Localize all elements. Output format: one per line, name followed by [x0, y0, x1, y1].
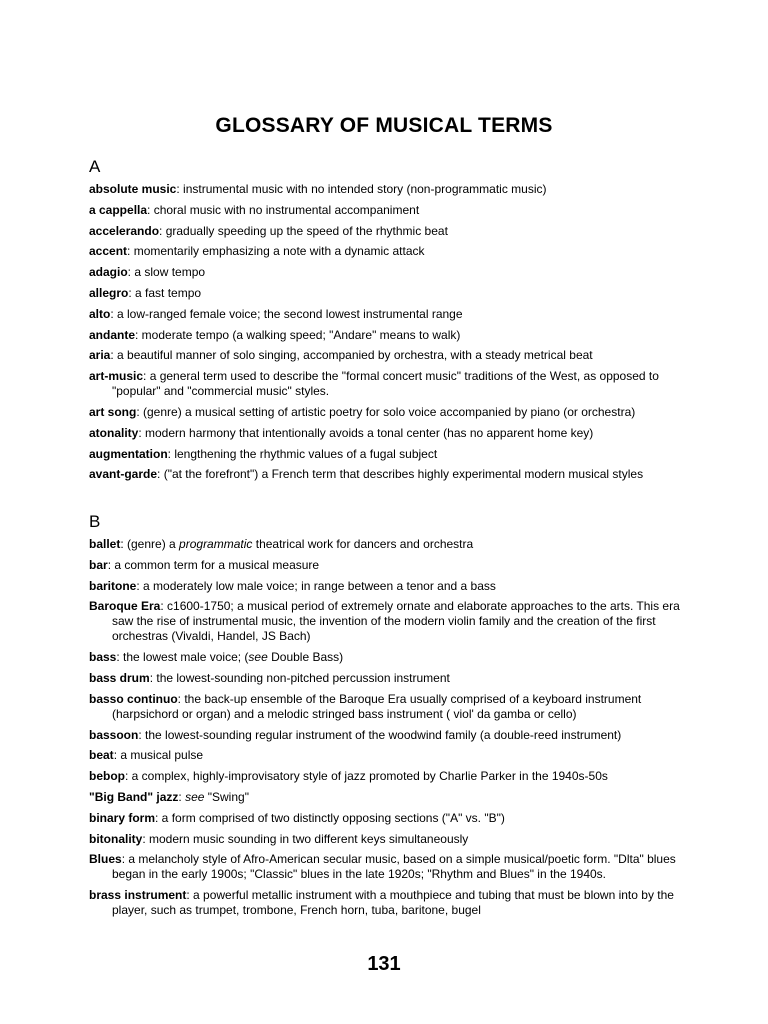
glossary-entry	[89, 790, 689, 805]
glossary-definition: : a slow tempo	[127, 265, 206, 280]
glossary-term: bass drum	[89, 670, 150, 685]
glossary-term: allegro	[89, 285, 129, 300]
glossary-term: bassoon	[89, 727, 139, 742]
definition-text: theatrical work for dancers and orchestra	[252, 537, 474, 551]
glossary-entry	[89, 579, 689, 594]
glossary-term: art-music	[89, 369, 144, 384]
glossary-definition	[120, 537, 473, 551]
glossary-term: accent	[89, 244, 128, 259]
glossary-term: avant-garde	[89, 467, 158, 482]
glossary-entry	[89, 692, 689, 722]
glossary-term: aria	[89, 348, 111, 363]
glossary-definition: : a beautiful manner of solo singing, accompanied by orchestra, with a steady metrical beat	[110, 348, 593, 363]
glossary-entry	[89, 328, 689, 343]
glossary-term: "Big Band" jazz	[89, 789, 179, 804]
glossary-entry	[89, 769, 689, 784]
definition-text: Double Bass)	[267, 650, 344, 665]
glossary-entry	[89, 467, 689, 482]
definition-italic-text: see	[248, 650, 268, 665]
glossary-term: atonality	[89, 425, 139, 440]
page-number: 131	[367, 953, 401, 975]
glossary-term: augmentation	[89, 446, 168, 461]
glossary-definition: : lengthening the rhythmic values of a fugal subject	[167, 446, 438, 461]
glossary-definition: : modern music sounding in two different keys simultaneously	[142, 831, 469, 846]
glossary-term: Blues	[89, 852, 122, 867]
glossary-entry	[89, 426, 689, 441]
glossary-entry	[89, 286, 689, 301]
glossary-definition: : a common term for a musical measure	[107, 557, 320, 572]
glossary-entry	[89, 369, 689, 399]
definition-text: : (genre) a	[120, 537, 180, 551]
glossary-term: beat	[89, 748, 114, 763]
glossary-definition: : a form comprised of two distinctly opposing sections ("A" vs. "B")	[155, 810, 505, 825]
glossary-entry	[89, 447, 689, 462]
page-title: GLOSSARY OF MUSICAL TERMS	[215, 114, 553, 137]
section-letter: B	[89, 512, 101, 531]
glossary-definition: : a melancholy style of Afro-American secular music, based on a simple musical/poetic form. "Dlta" blues began in the early 1900s; "Classic" blues in the late 1920s; "Rhythm and Blues" in the 1940s.	[112, 852, 676, 882]
glossary-definition: : a complex, highly-improvisatory style of jazz promoted by Charlie Parker in the 1940s-50s	[125, 769, 608, 784]
definition-text: "Swing"	[204, 789, 249, 804]
glossary-definition: : modern harmony that intentionally avoids a tonal center (has no apparent home key)	[138, 425, 594, 440]
glossary-definition: : momentarily emphasizing a note with a dynamic attack	[127, 244, 425, 259]
glossary-definition: : moderate tempo (a walking speed; "Andare" means to walk)	[135, 327, 461, 342]
glossary-entry	[89, 852, 689, 882]
glossary-entry	[89, 811, 689, 826]
glossary-term: binary form	[89, 810, 156, 825]
section-b	[89, 512, 689, 924]
glossary-definition: : ("at the forefront") a French term that describes highly experimental modern musical styles	[157, 467, 644, 482]
glossary-term: art song	[89, 404, 137, 419]
glossary-term: ballet	[89, 537, 121, 551]
definition-text: : the lowest male voice; (	[116, 650, 249, 665]
definition-italic-text: programmatic	[179, 537, 253, 551]
glossary-definition: : c1600-1750; a musical period of extremely ornate and elaborate approaches to the arts. This era saw the rise of instrumental music, the invention of the modern violin family and the creation of the first orchestras (Vivaldi, Handel, JS Bach)	[112, 599, 680, 644]
glossary-definition: : the lowest-sounding regular instrument of the woodwind family (a double-reed instrument)	[138, 727, 622, 742]
glossary-entry	[89, 671, 689, 686]
glossary-definition: : a moderately low male voice; in range between a tenor and a bass	[136, 578, 496, 593]
glossary-definition: : a musical pulse	[113, 748, 204, 763]
glossary-definition: : instrumental music with no intended story (non-programmatic music)	[176, 182, 547, 196]
glossary-definition: : choral music with no instrumental accompaniment	[147, 202, 420, 217]
definition-italic-text: see	[185, 789, 205, 804]
glossary-term: accelerando	[89, 223, 160, 238]
glossary-definition: : the back-up ensemble of the Baroque Era usually comprised of a keyboard instrument (harpsichord or organ) and a melodic stringed bass instrument ( viol' da gamba or cello)	[112, 691, 642, 721]
glossary-entry	[89, 650, 689, 665]
glossary-term: a cappella	[89, 202, 148, 217]
glossary-definition: : a low-ranged female voice; the second lowest instrumental range	[110, 306, 463, 321]
glossary-term: bitonality	[89, 831, 143, 846]
glossary-term: absolute music	[89, 182, 177, 196]
section-a	[89, 157, 689, 488]
glossary-entry	[89, 748, 689, 763]
glossary-entry	[89, 307, 689, 322]
glossary-term: Baroque Era	[89, 599, 161, 614]
glossary-definition: : the lowest-sounding non-pitched percussion instrument	[149, 670, 450, 685]
glossary-entry	[89, 203, 689, 218]
glossary-definition: : a fast tempo	[128, 285, 202, 300]
glossary-entry	[89, 888, 689, 918]
glossary-term: adagio	[89, 265, 128, 280]
glossary-term: brass instrument	[89, 888, 187, 903]
glossary-definition	[178, 790, 249, 804]
glossary-term: bass	[89, 650, 117, 665]
glossary-definition: : a powerful metallic instrument with a mouthpiece and tubing that must be blown into by the player, such as trumpet, trombone, French horn, tuba, baritone, bugel	[112, 888, 674, 918]
glossary-entry	[89, 728, 689, 743]
glossary-term: basso continuo	[89, 691, 178, 706]
glossary-definition: : (genre) a musical setting of artistic poetry for solo voice accompanied by piano (or orchestra)	[136, 404, 636, 419]
glossary-entry	[89, 558, 689, 573]
glossary-term: bebop	[89, 769, 125, 784]
glossary-entry	[89, 182, 689, 197]
entry-list	[89, 182, 689, 482]
glossary-definition	[116, 650, 343, 664]
section-letter: A	[89, 157, 101, 176]
glossary-term: bar	[89, 557, 108, 572]
entry-list	[89, 537, 689, 918]
glossary-entry	[89, 405, 689, 420]
glossary-term: alto	[89, 306, 111, 321]
definition-text: :	[178, 789, 186, 804]
glossary-definition: : gradually speeding up the speed of the rhythmic beat	[159, 223, 448, 238]
glossary-definition: : a general term used to describe the "formal concert music" traditions of the West, as opposed to "popular" and "commercial music" styles.	[112, 369, 659, 399]
glossary-entry	[89, 599, 689, 644]
glossary-entry	[89, 244, 689, 259]
glossary-entry	[89, 265, 689, 280]
glossary-entry	[89, 224, 689, 239]
glossary-entry	[89, 537, 689, 552]
glossary-entry	[89, 348, 689, 363]
glossary-term: baritone	[89, 578, 137, 593]
glossary-term: andante	[89, 327, 136, 342]
glossary-entry	[89, 832, 689, 847]
